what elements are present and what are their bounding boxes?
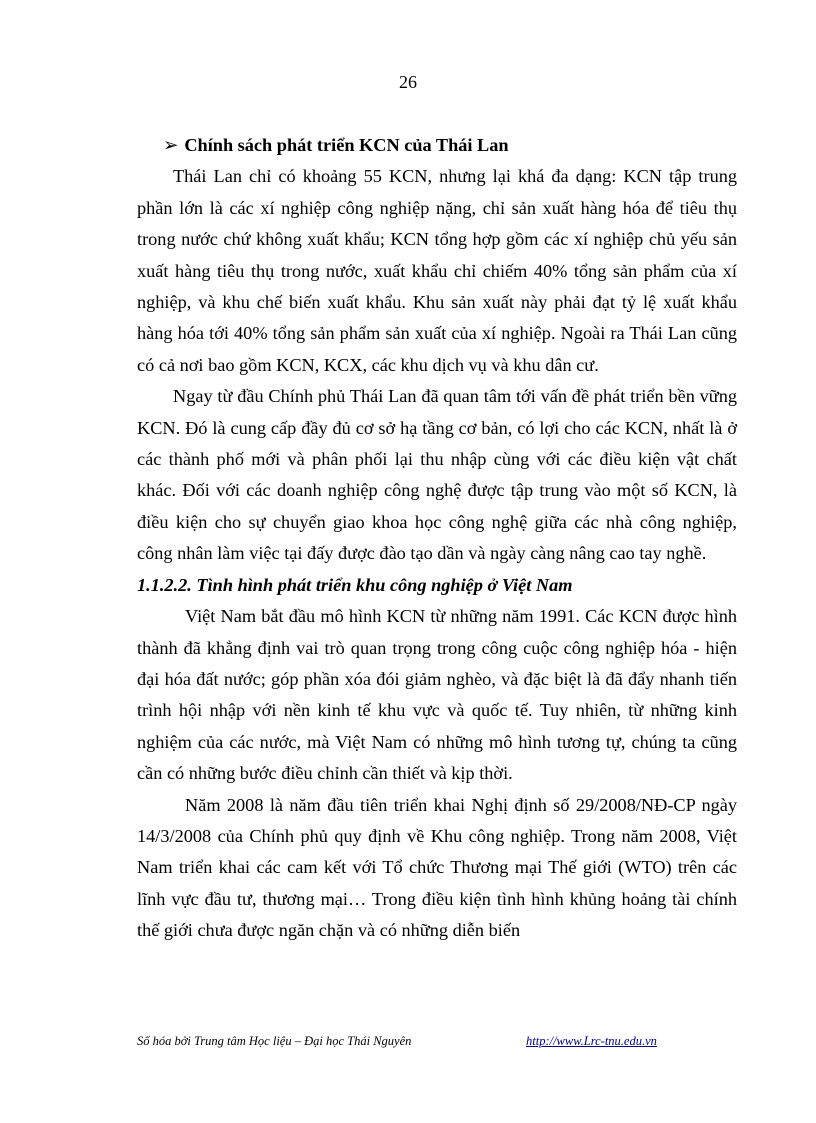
footer-credit: Số hóa bởi Trung tâm Học liệu – Đại học Thái Nguyên [137, 1034, 412, 1048]
footer-link[interactable]: http://www.Lrc-tnu.edu.vn [526, 1034, 657, 1048]
page-number: 26 [399, 72, 417, 92]
bullet-heading-text: Chính sách phát triển KCN của Thái Lan [184, 135, 509, 155]
paragraph-vietnam-1: Việt Nam bắt đầu mô hình KCN từ những năm 1991. Các KCN được hình thành đã khẳng định vai trò quan trọng trong công cuộc công nghiệp hóa - hiện đại hóa đất nước; góp phần xóa đói giảm nghèo, và đặc biệt là đã đẩy nhanh tiến trình hội nhập với nền kinh tế khu vực và quốc tế. Tuy nhiên, từ những kinh nghiệm của các nước, mà Việt Nam có những mô hình tương tự, chúng ta cũng cần có những bước điều chỉnh cần thiết và kịp thời. [137, 606, 737, 784]
paragraph-vietnam-2: Năm 2008 là năm đầu tiên triển khai Nghị định số 29/2008/NĐ-CP ngày 14/3/2008 của Chính phủ quy định về Khu công nghiệp. Trong năm 2008, Việt Nam triển khai các cam kết với Tổ chức Thương mại Thế giới (WTO) trên các lĩnh vực đầu tư, thương mại… Trong điều kiện tình hình khủng hoảng tài chính thế giới chưa được ngăn chặn và có những diễn biến [137, 794, 737, 941]
document-body [137, 130, 737, 947]
section-heading: 1.1.2.2. Tình hình phát triển khu công nghiệp ở Việt Nam [137, 574, 573, 595]
paragraph-thai-2: Ngay từ đầu Chính phủ Thái Lan đã quan tâm tới vấn đề phát triển bền vững KCN. Đó là cung cấp đầy đủ cơ sở hạ tầng cơ bản, có lợi cho các KCN, nhất là ở các thành phố mới và phân phối lại thu nhập cùng với các điều kiện vật chất khác. Đối với các doanh nghiệp công nghệ được tập trung vào một số KCN, là điều kiện cho sự chuyển giao khoa học công nghệ giữa các nhà công nghiệp, công nhân làm việc tại đấy được đào tạo dần và ngày càng nâng cao tay nghề. [137, 386, 737, 564]
arrow-bullet-icon: ➢ [163, 135, 179, 155]
bullet-heading [163, 130, 737, 161]
paragraph-thai-1: Thái Lan chỉ có khoảng 55 KCN, nhưng lại khá đa dạng: KCN tập trung phần lớn là các xí nghiệp công nghiệp nặng, chỉ sản xuất hàng hóa để tiêu thụ trong nước chứ không xuất khẩu; KCN tổng hợp gồm các xí nghiệp chủ yếu sản xuất hàng tiêu thụ trong nước, xuất khẩu chỉ chiếm 40% tổng sản phẩm của xí nghiệp, và khu chế biến xuất khẩu. Khu sản xuất này phải đạt tỷ lệ xuất khẩu hàng hóa tới 40% tổng sản phẩm sản xuất của xí nghiệp. Ngoài ra Thái Lan cũng có cả nơi bao gồm KCN, KCX, các khu dịch vụ và khu dân cư. [137, 166, 737, 375]
